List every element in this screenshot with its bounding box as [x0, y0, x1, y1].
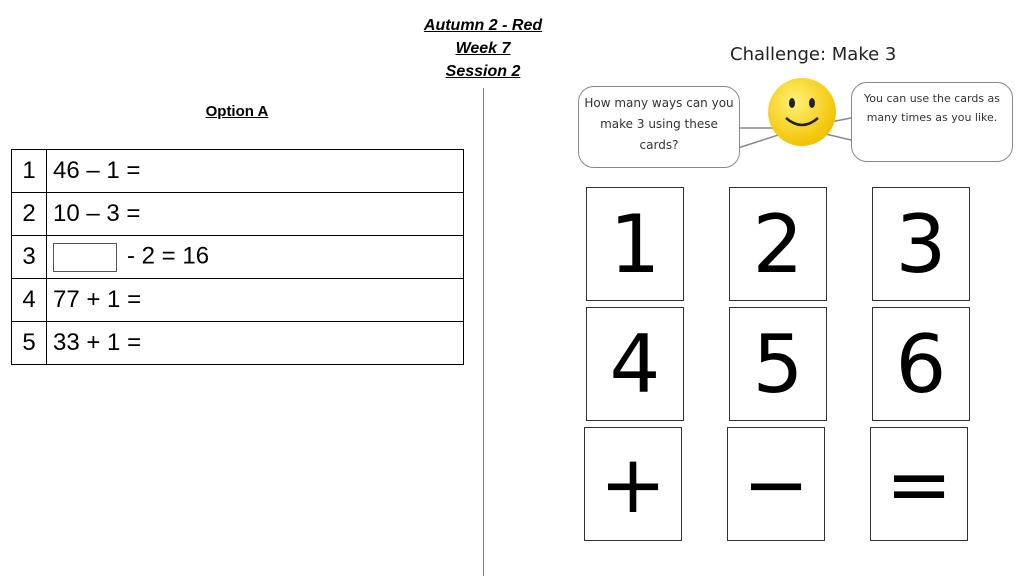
- number-card-3: 3: [872, 187, 970, 301]
- question-number: 5: [12, 322, 47, 365]
- table-row: [12, 322, 464, 365]
- bubble-hint-text: You can use the cards as many times as you like.: [863, 92, 1001, 124]
- speech-bubble-question: [578, 86, 740, 168]
- question-cell: [47, 236, 464, 279]
- number-card-5: 5: [729, 307, 827, 421]
- question-text: 33 + 1 =: [47, 322, 464, 365]
- question-number: 3: [12, 236, 47, 279]
- question-text: 77 + 1 =: [47, 279, 464, 322]
- speech-bubble-hint: [851, 82, 1013, 162]
- answer-blank-box[interactable]: [53, 243, 117, 272]
- question-text: 10 – 3 =: [47, 193, 464, 236]
- table-row: [12, 236, 464, 279]
- question-number: 4: [12, 279, 47, 322]
- smiley-face-icon: [766, 76, 838, 148]
- question-text: - 2 = 16: [127, 243, 210, 271]
- question-number: 2: [12, 193, 47, 236]
- title-line-2: Week 7: [455, 40, 511, 57]
- title-line-3: Session 2: [445, 63, 521, 80]
- number-card-4: 4: [586, 307, 684, 421]
- plus-card: +: [584, 427, 682, 541]
- bubble-question-text: How many ways can you make 3 using these cards?: [584, 96, 734, 152]
- number-card-1: 1: [586, 187, 684, 301]
- question-text: 46 – 1 =: [47, 150, 464, 193]
- title-line-1: Autumn 2 - Red: [423, 17, 543, 34]
- minus-card: −: [727, 427, 825, 541]
- question-number: 1: [12, 150, 47, 193]
- table-row: [12, 279, 464, 322]
- equals-card: =: [870, 427, 968, 541]
- number-card-6: 6: [872, 307, 970, 421]
- challenge-title: Challenge: Make 3: [730, 44, 897, 65]
- number-card-2: 2: [729, 187, 827, 301]
- option-label: Option A: [205, 103, 269, 120]
